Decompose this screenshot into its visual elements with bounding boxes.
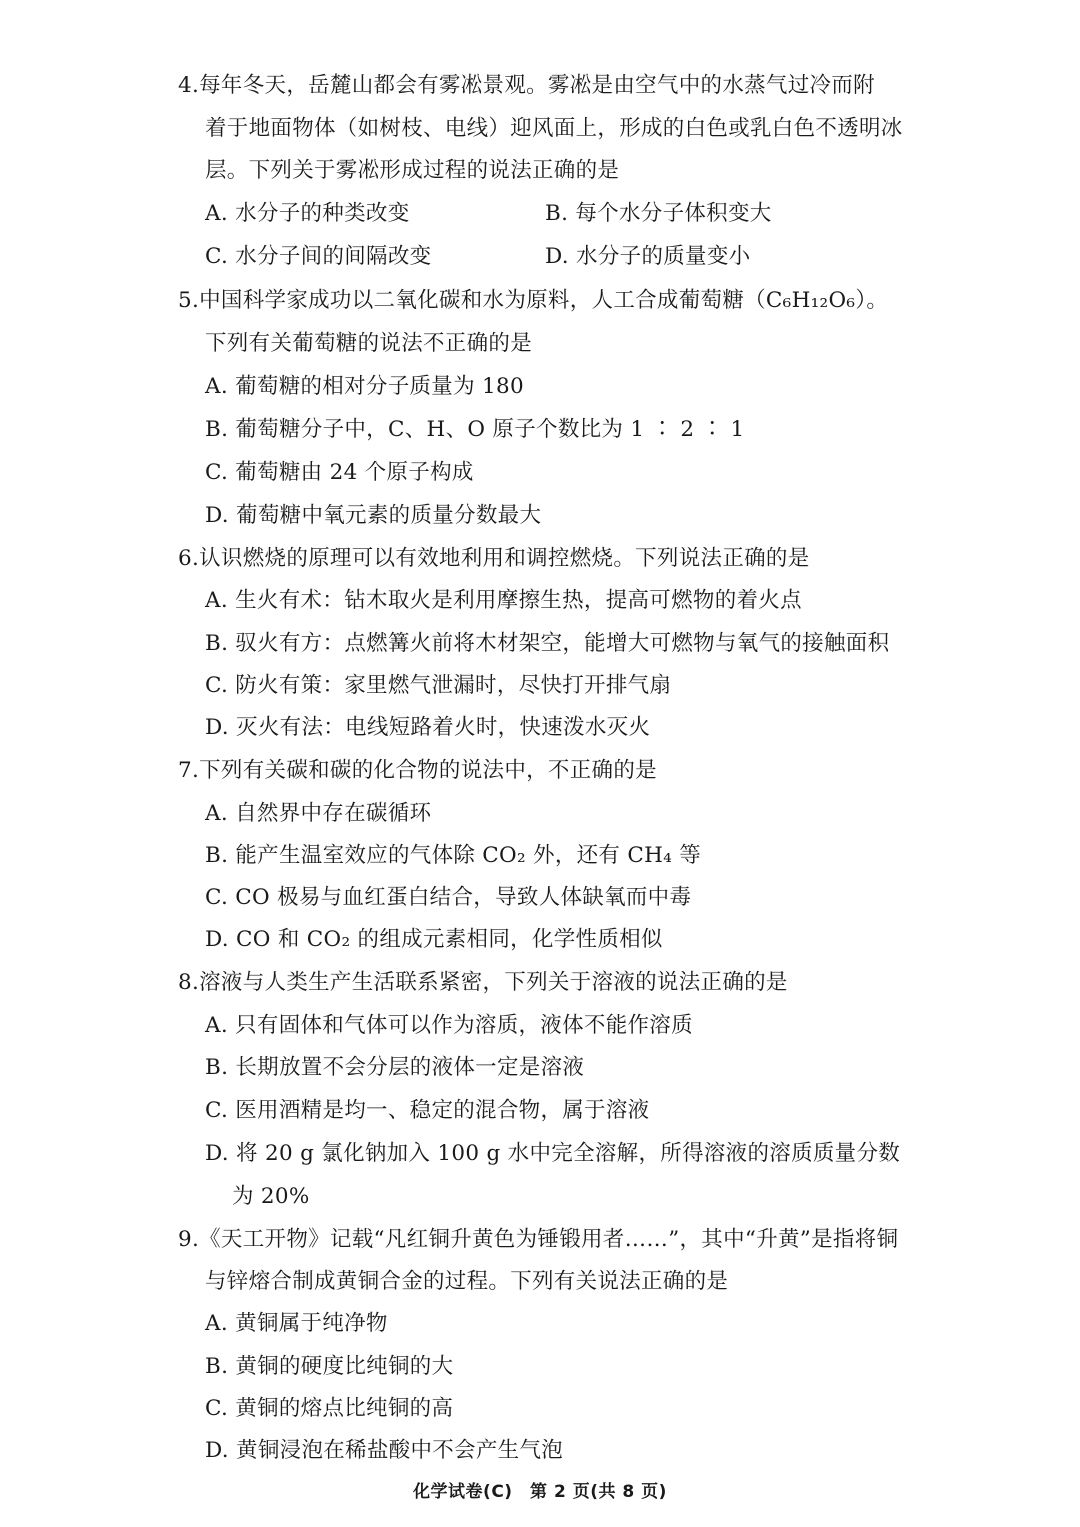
question-stem: 与锌熔合制成黄铜合金的过程。下列有关说法正确的是 — [205, 1269, 729, 1294]
option-d: D. CO 和 CO₂ 的组成元素相同，化学性质相似 — [205, 927, 663, 952]
option-c: C. 黄铜的熔点比纯铜的高 — [205, 1396, 454, 1421]
question-stem: 层。下列关于雾凇形成过程的说法正确的是 — [205, 158, 620, 183]
option-b: B. 能产生温室效应的气体除 CO₂ 外，还有 CH₄ 等 — [205, 843, 702, 868]
question-stem: 5.中国科学家成功以二氧化碳和水为原料，人工合成葡萄糖（C₆H₁₂O₆）。 — [178, 288, 889, 313]
option-c: C. 水分子间的间隔改变 — [205, 244, 432, 269]
option-d: D. 葡萄糖中氧元素的质量分数最大 — [205, 503, 542, 528]
question-stem: 下列有关葡萄糖的说法不正确的是 — [205, 331, 533, 356]
option-a: A. 黄铜属于纯净物 — [205, 1311, 388, 1336]
page-footer: 化学试卷(C) 第 2 页(共 8 页) — [413, 1482, 667, 1502]
option-a: A. 只有固体和气体可以作为溶质，液体不能作溶质 — [205, 1013, 693, 1038]
question-stem: 着于地面物体（如树枝、电线）迎风面上，形成的白色或乳白色不透明冰 — [205, 116, 903, 141]
option-b: B. 葡萄糖分子中，C、H、O 原子个数比为 1 ∶ 2 ∶ 1 — [205, 417, 745, 442]
option-b: B. 每个水分子体积变大 — [545, 201, 772, 226]
option-a: A. 自然界中存在碳循环 — [205, 801, 432, 826]
option-d: D. 黄铜浸泡在稀盐酸中不会产生气泡 — [205, 1438, 564, 1463]
option-d-continued: 为 20% — [232, 1184, 310, 1209]
option-d: D. 水分子的质量变小 — [545, 244, 751, 269]
option-d: D. 灭火有法：电线短路着火时，快速泼水灭火 — [205, 715, 651, 740]
option-c: C. CO 极易与血红蛋白结合，导致人体缺氧而中毒 — [205, 885, 692, 910]
question-stem: 8.溶液与人类生产生活联系紧密，下列关于溶液的说法正确的是 — [178, 970, 788, 995]
option-b: B. 驭火有方：点燃篝火前将木材架空，能增大可燃物与氧气的接触面积 — [205, 631, 890, 656]
option-b: B. 黄铜的硬度比纯铜的大 — [205, 1354, 454, 1379]
question-stem: 6.认识燃烧的原理可以有效地利用和调控燃烧。下列说法正确的是 — [178, 546, 810, 571]
option-a: A. 水分子的种类改变 — [205, 201, 410, 226]
option-d: D. 将 20 g 氯化钠加入 100 g 水中完全溶解，所得溶液的溶质质量分数 — [205, 1141, 901, 1166]
question-stem: 7.下列有关碳和碳的化合物的说法中，不正确的是 — [178, 758, 657, 783]
option-c: C. 葡萄糖由 24 个原子构成 — [205, 460, 474, 485]
option-c: C. 医用酒精是均一、稳定的混合物，属于溶液 — [205, 1098, 650, 1123]
option-b: B. 长期放置不会分层的液体一定是溶液 — [205, 1055, 585, 1080]
option-a: A. 葡萄糖的相对分子质量为 180 — [205, 374, 524, 399]
question-stem: 9.《天工开物》记载“凡红铜升黄色为锤锻用者……”，其中“升黄”是指将铜 — [178, 1227, 899, 1252]
option-a: A. 生火有术：钻木取火是利用摩擦生热，提高可燃物的着火点 — [205, 588, 802, 613]
question-stem: 4.每年冬天，岳麓山都会有雾凇景观。雾凇是由空气中的水蒸气过冷而附 — [178, 73, 875, 98]
option-c: C. 防火有策：家里燃气泄漏时，尽快打开排气扇 — [205, 673, 672, 698]
